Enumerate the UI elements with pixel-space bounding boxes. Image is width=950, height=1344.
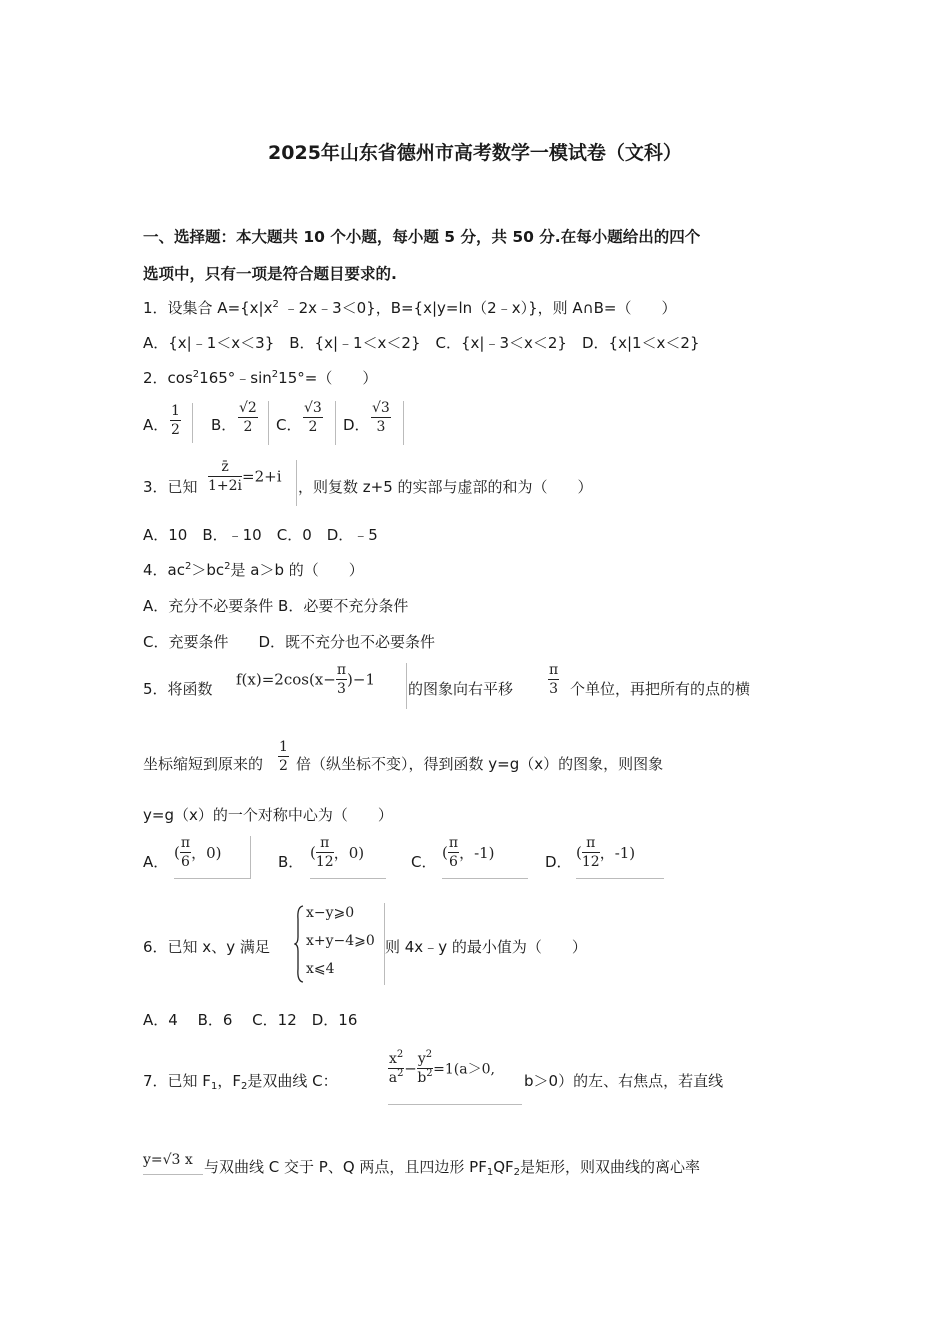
question-2-option-a-label: A． — [143, 416, 169, 434]
question-5-option-d-label: D． — [545, 853, 572, 871]
question-7-line-equation: y=√3 x — [143, 1152, 203, 1175]
constraint-2: x+y−4⩾0 — [306, 933, 375, 949]
question-5-option-b-point: ( $\frac{\pi}{12}$ ，0) — [310, 836, 386, 879]
question-5-option-c-point: ( $\frac{\pi}{6}$ ，-1) — [442, 836, 528, 879]
question-5-tail: 个单位，再把所有的点的横 — [570, 680, 751, 698]
question-5-line2-b: 倍（纵坐标不变），得到函数 y=g（x）的图象，则图象 — [296, 755, 664, 773]
constraint-3: x⩽4 — [306, 961, 335, 977]
question-2-option-a-fraction: $\frac{1}{2}$ — [170, 403, 193, 443]
question-5-prefix: 5．将函数 — [143, 680, 213, 698]
question-6-suffix: 则 4x﹣y 的最小值为（ ） — [385, 938, 587, 956]
question-5-half-fraction: $\frac{1}{2}$ — [279, 739, 288, 774]
question-2-option-c-fraction: $\frac{√3}{2}$ — [303, 401, 336, 445]
section-heading-line1: 一、选择题：本大题共 10 个小题，每小题 5 分，共 50 分.在每小题给出的四个 — [143, 228, 701, 246]
question-2-option-c-label: C． — [276, 416, 302, 434]
question-7-line2: 与双曲线 C 交于 P、Q 两点，且四边形 $PF_1QF_2$是矩形，则双曲线的离心率 — [204, 1158, 701, 1178]
question-5-option-c-label: C． — [411, 853, 437, 871]
question-6-options: A．4 B．6 C．12 D．16 — [143, 1011, 358, 1029]
question-2-option-b-label: B． — [211, 416, 237, 434]
question-1-stem: 1．设集合 $A=\{x|x^2$ ﹣2x﹣3＜0}，B={x|y=ln（2﹣x）}，则 A∩B=（ ） — [143, 299, 677, 317]
question-7-prefix: 7．已知 $F_1$，$F_2$是双曲线 C： — [143, 1072, 338, 1092]
question-4-options-ab: A．充分不必要条件 B．必要不充分条件 — [143, 597, 409, 615]
question-5-line2-a: 坐标缩短到原来的 — [143, 755, 264, 773]
question-5-function: f(x)=2cos(x− $\frac{\pi}{3}$ )−1 — [236, 663, 407, 709]
question-5-option-a-label: A． — [143, 853, 169, 871]
question-3-equation: $\frac{z̄}{1+2i}$ =2+i — [208, 460, 297, 506]
question-5-option-d-point: ( $\frac{\pi}{12}$ ，-1) — [576, 836, 664, 879]
question-3-options: A．10 B．﹣10 C．0 D．﹣5 — [143, 526, 378, 544]
question-5-mid: 的图象向右平移 — [408, 680, 514, 698]
constraint-1: x−y⩾0 — [306, 905, 355, 921]
page-title: 2025年山东省德州市高考数学一模试卷（文科） — [268, 142, 682, 164]
brace-icon — [294, 905, 304, 983]
question-2-option-d-fraction: $\frac{√3}{3}$ — [371, 401, 404, 445]
question-6-prefix: 6．已知 x、y 满足 — [143, 938, 270, 956]
question-2-option-d-label: D． — [343, 416, 370, 434]
question-5-option-a-point: ( $\frac{\pi}{6}$ ，0) — [174, 836, 251, 879]
question-1-options: A．{x|﹣1＜x＜3} B．{x|﹣1＜x＜2} C．{x|﹣3＜x＜2} D．{x|1＜x＜2} — [143, 334, 700, 352]
question-5-shift-fraction: $\frac{\pi}{3}$ — [549, 662, 559, 697]
question-4-stem: 4．$ac^2>bc^2$是 a＞b 的（ ） — [143, 561, 364, 579]
question-5-line3: y=g（x）的一个对称中心为（ ） — [143, 806, 393, 824]
section-heading-line2: 选项中，只有一项是符合题目要求的. — [143, 265, 397, 283]
question-4-options-cd: C．充要条件 D．既不充分也不必要条件 — [143, 633, 436, 651]
question-6-constraints — [294, 903, 385, 985]
question-3-suffix: ，则复数 z+5 的实部与虚部的和为（ ） — [298, 478, 593, 496]
question-2-option-b-fraction: $\frac{√2}{2}$ — [238, 401, 269, 445]
question-3-prefix: 3．已知 — [143, 478, 198, 496]
question-7-after: b＞0）的左、右焦点，若直线 — [524, 1072, 724, 1090]
question-7-hyperbola: $\frac{x^2}{a^2}$ − $\frac{y^2}{b^2}$ =1(a＞0, — [388, 1052, 522, 1105]
question-5-option-b-label: B． — [278, 853, 304, 871]
question-2-stem: 2．$\cos^2165^\circ﹣\sin^215^\circ=$（ ） — [143, 369, 378, 387]
